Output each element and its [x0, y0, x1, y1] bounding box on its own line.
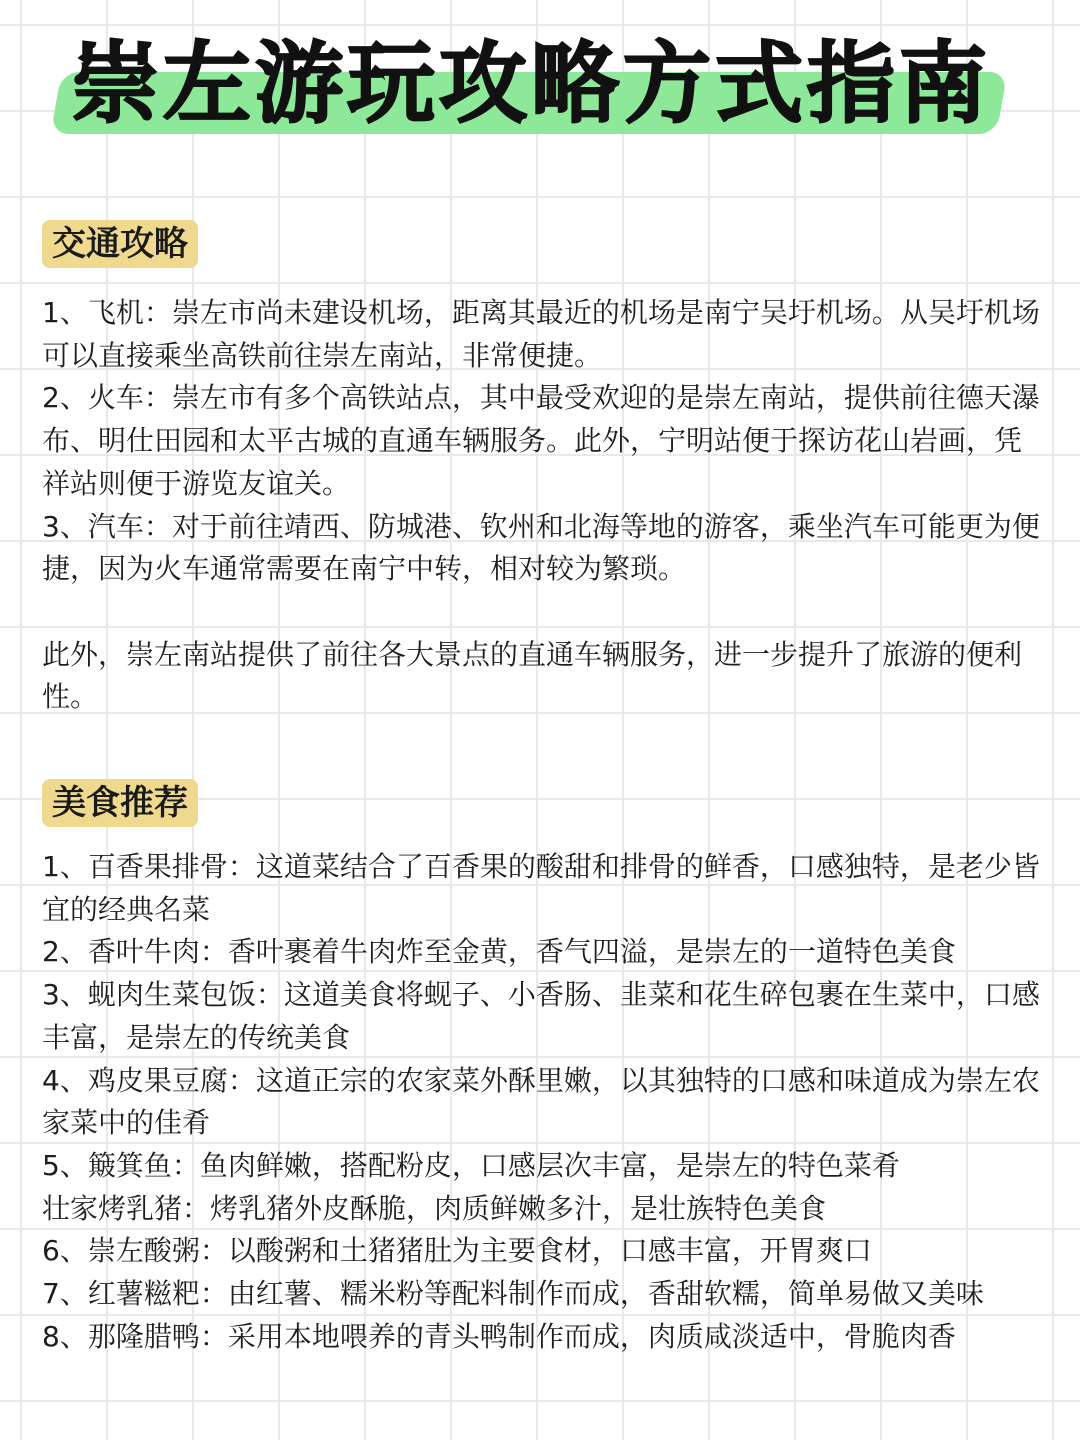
section-heading-food: 美食推荐	[42, 779, 198, 827]
transport-note: 此外，崇左南站提供了前往各大景点的直通车辆服务，进一步提升了旅游的便利性。	[42, 637, 1023, 714]
list-item: 7、红薯糍粑：由红薯、糯米粉等配料制作而成，香甜软糯，简单易做又美味	[42, 1277, 984, 1311]
page-title: 崇左游玩攻略方式指南	[70, 32, 991, 135]
section-body-transport	[42, 292, 1046, 719]
list-item: 5、簸箕鱼：鱼肉鲜嫩，搭配粉皮，口感层次丰富，是崇左的特色菜肴	[42, 1148, 900, 1182]
list-item: 1、百香果排骨：这道菜结合了百香果的酸甜和排骨的鲜香，口感独特，是老少皆宜的经典名菜	[42, 850, 1040, 926]
paragraph-spacer	[42, 591, 1046, 634]
list-item: 3、蚬肉生菜包饭：这道美食将蚬子、小香肠、韭菜和花生碎包裹在生菜中，口感丰富，是崇左的传统美食	[42, 978, 1040, 1054]
list-item: 2、火车：崇左市有多个高铁站点，其中最受欢迎的是崇左南站，提供前往德天瀑布、明仕田园和太平古城的直通车辆服务。此外，宁明站便于探访花山岩画，凭祥站则便于游览友谊关。	[42, 381, 1040, 500]
list-item: 3、汽车：对于前往靖西、防城港、钦州和北海等地的游客，乘坐汽车可能更为便捷，因为火车通常需要在南宁中转，相对较为繁琐。	[42, 509, 1040, 586]
list-item: 1、飞机：崇左市尚未建设机场，距离其最近的机场是南宁吴圩机场。从吴圩机场可以直接乘坐高铁前往崇左南站，非常便捷。	[42, 296, 1040, 372]
section-body-food	[42, 846, 1046, 1358]
section-heading-transport: 交通攻略	[42, 220, 198, 268]
list-item: 6、崇左酸粥：以酸粥和土猪猪肚为主要食材，口感丰富，开胃爽口	[42, 1234, 872, 1268]
list-item: 2、香叶牛肉：香叶裹着牛肉炸至金黄，香气四溢，是崇左的一道特色美食	[42, 935, 956, 969]
list-item: 4、鸡皮果豆腐：这道正宗的农家菜外酥里嫩，以其独特的口感和味道成为崇左农家菜中的佳肴	[42, 1063, 1040, 1140]
list-item: 8、那隆腊鸭：采用本地喂养的青头鸭制作而成，肉质咸淡适中，骨脆肉香	[42, 1319, 956, 1353]
title-banner	[56, 28, 1006, 140]
list-item: 壮家烤乳猪：烤乳猪外皮酥脆，肉质鲜嫩多汁，是壮族特色美食	[42, 1191, 827, 1225]
